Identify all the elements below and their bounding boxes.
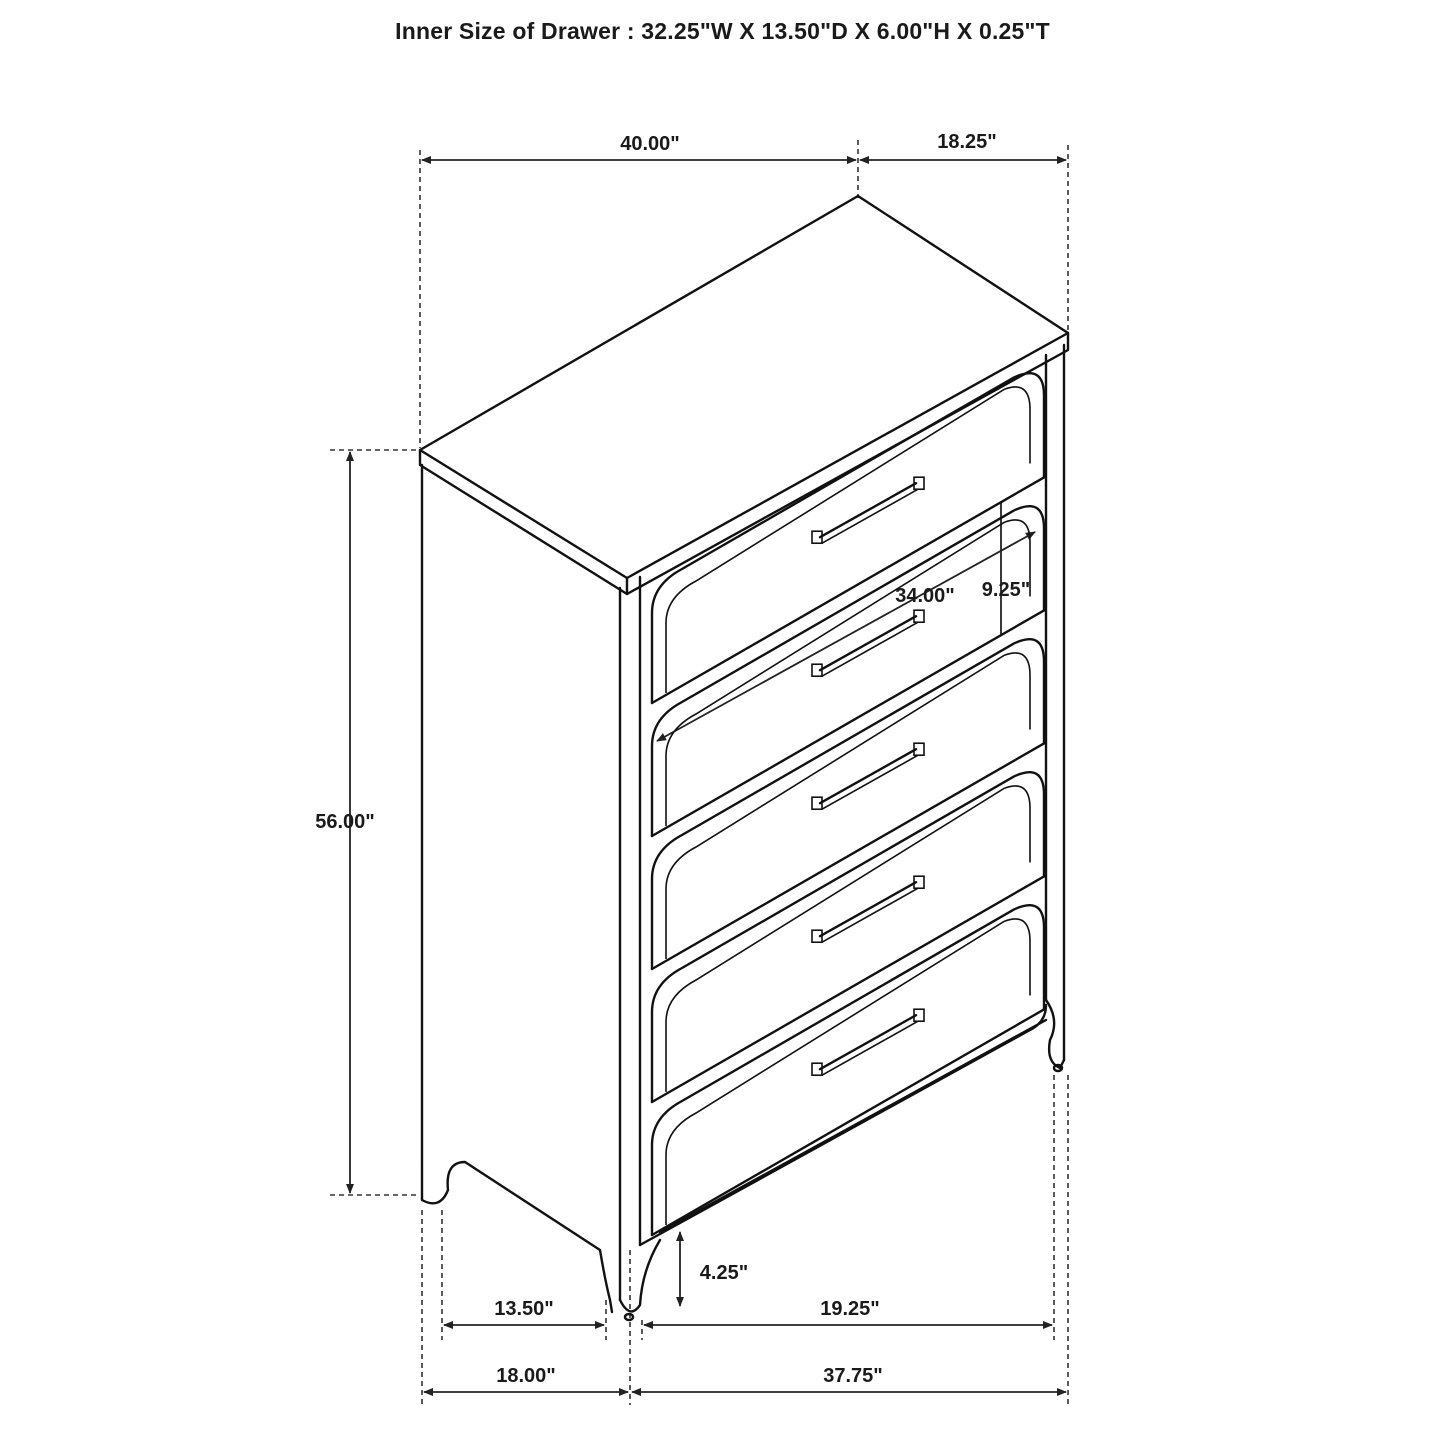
drawer-front-width-label: 34.00"	[895, 585, 955, 607]
drawer-inner-size-title: Inner Size of Drawer : 32.25"W X 13.50"D X 6.00"H X 0.25"T	[395, 18, 1050, 44]
chest-side-panel	[422, 465, 612, 1312]
front-foot	[625, 1314, 633, 1320]
back-leg	[1046, 1000, 1064, 1068]
extension-lines	[330, 140, 1068, 1405]
drawer-pull-handle	[812, 610, 924, 676]
drawer-front-height-label: 9.25"	[981, 579, 1031, 601]
base-depth-label: 18.00"	[496, 1365, 556, 1387]
drawer-stack	[652, 373, 1044, 1235]
drawer-width-dimension-line	[657, 532, 1035, 741]
side-leg-span-label: 13.50"	[494, 1298, 554, 1320]
leg-height-label: 4.25"	[699, 1262, 749, 1284]
base-width-label: 37.75"	[823, 1365, 883, 1387]
front-leg-span-label: 19.25"	[820, 1298, 880, 1320]
chest-drawing	[420, 196, 1068, 1320]
drawer-pull-handle	[812, 1009, 924, 1075]
drawer-5	[652, 905, 1044, 1235]
front-leg	[620, 1240, 660, 1311]
overall-depth-label: 18.25"	[937, 131, 997, 153]
drawer-pull-handle	[812, 743, 924, 809]
drawer-pull-handle	[812, 876, 924, 942]
overall-height-label: 56.00"	[315, 811, 375, 833]
overall-width-label: 40.00"	[620, 133, 680, 155]
drawer-pull-handle	[812, 477, 924, 543]
